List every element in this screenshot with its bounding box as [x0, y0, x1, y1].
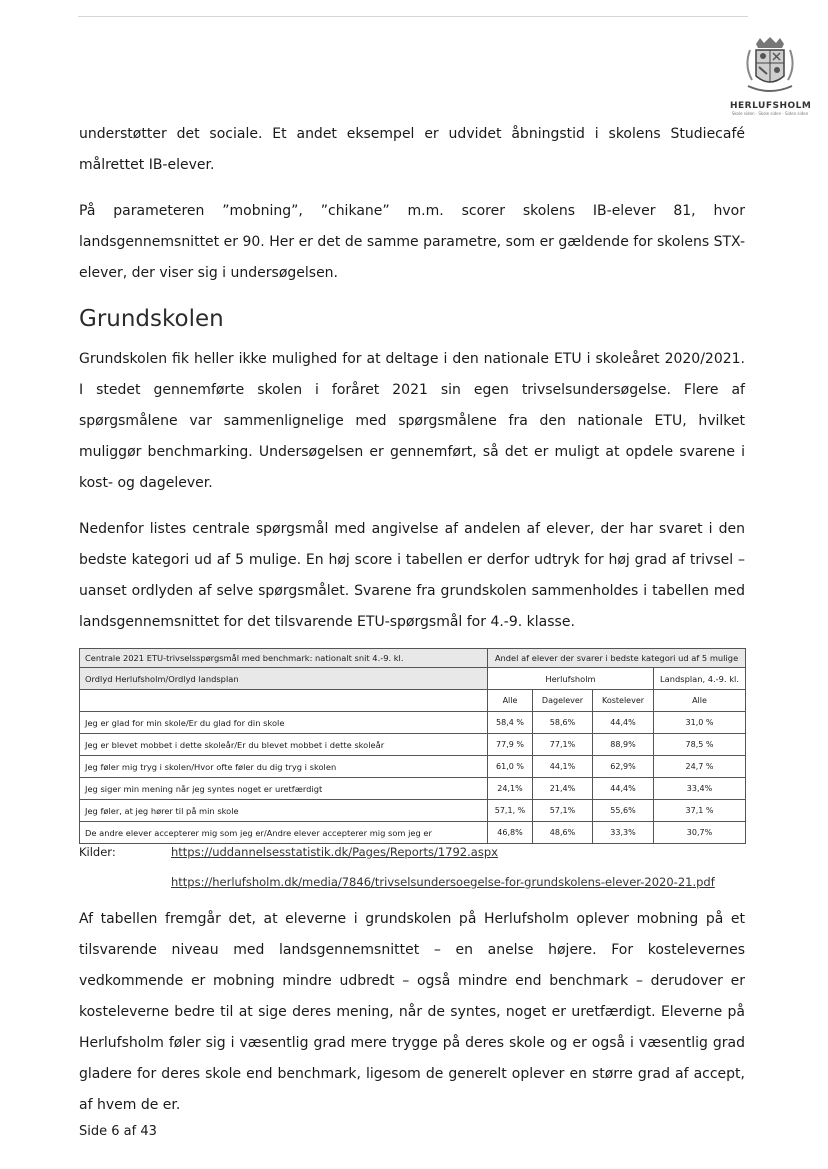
question-cell: Jeg er blevet mobbet i dette skoleår/Er du blevet mobbet i dette skoleår: [80, 734, 488, 756]
value-alle: 77,9 %: [488, 734, 533, 756]
table-row: [80, 800, 746, 822]
value-alle: 24,1%: [488, 778, 533, 800]
table-title: Centrale 2021 ETU-trivselsspørgsmål med benchmark: nationalt snit 4.-9. kl.: [80, 649, 488, 668]
value-landsplan: 78,5 %: [654, 734, 746, 756]
value-dagelever: 44,1%: [533, 756, 593, 778]
section-heading-grundskolen: Grundskolen: [79, 306, 224, 332]
herlufsholm-header: Herlufsholm: [488, 668, 654, 690]
paragraph-conclusion: Af tabellen fremgår det, at eleverne i grundskolen på Herlufsholm oplever mobning på et tilsvarende niveau med landsgennemsnittet – en anelse højere. For kostelevernes vedkommende er mobning mindre udbredt – også mindre end benchmark – derudover er kosteleverne bedre til at sige deres mening, når de syntes, noget er uretfærdigt. Eleverne på Herlufsholm føler sig i væsentlig grad mere trygge på deres skole og er også i væsentlig grad gladere for deres skole end benchmark, ligesom de generelt oplever en større grad af accept, af hvem de er.: [79, 911, 745, 1113]
paragraph-grundskolen-intro: Grundskolen fik heller ikke mulighed for at deltage i den nationale ETU i skoleåret 2020/2021. I stedet gennemførte skolen i foråret 2021 sin egen trivselsundersøgelse. Flere af spørgsmålene var sammenlignelige med spørgsmålene fra den nationale ETU, hvilket muliggør benchmarking. Undersøgelsen er gennemført, så det er muligt at opdele svarene i kost- og dagelever.: [79, 351, 745, 491]
table-row: [80, 712, 746, 734]
paragraph-mobning-ib: På parameteren ”mobning”, ”chikane” m.m. scorer skolens IB-elever 81, hvor landsgennemsnittet er 90. Her er det de samme parametre, som er gældende for skolens STX-elever, der viser sig i undersøgelsen.: [79, 203, 745, 281]
answer-header: Andel af elever der svarer i bedste kategori ud af 5 mulige: [488, 649, 746, 668]
value-alle: 61,0 %: [488, 756, 533, 778]
question-cell: Jeg føler, at jeg hører til på min skole: [80, 800, 488, 822]
value-landsplan: 30,7%: [654, 822, 746, 844]
value-dagelever: 77,1%: [533, 734, 593, 756]
table-row: [80, 734, 746, 756]
question-cell: Jeg er glad for min skole/Er du glad for din skole: [80, 712, 488, 734]
page-content: [79, 119, 745, 1136]
paragraph-table-intro: Nedenfor listes centrale spørgsmål med angivelse af andelen af elever, der har svaret i den bedste kategori ud af 5 mulige. En høj score i tabellen er derfor udtryk for høj grad af trivsel – uanset ordlyden af selve spørgsmålet. Svarene fra grundskolen sammenholdes i tabellen med landsgennemsnittet for det tilsvarende ETU-spørgsmål for 4.-9. klasse.: [79, 521, 745, 630]
etu-benchmark-table: [79, 648, 746, 844]
sources-label: Kilder:: [79, 845, 116, 859]
value-kostelever: 44,4%: [593, 712, 654, 734]
table-row: [80, 822, 746, 844]
value-landsplan: 33,4%: [654, 778, 746, 800]
table-row: [80, 778, 746, 800]
question-cell: Jeg siger min mening når jeg syntes noget er uretfærdigt: [80, 778, 488, 800]
value-dagelever: 48,6%: [533, 822, 593, 844]
value-landsplan: 24,7 %: [654, 756, 746, 778]
question-cell: Jeg føler mig tryg i skolen/Hvor ofte føler du dig tryg i skolen: [80, 756, 488, 778]
logo-name: HERLUFSHOLM: [730, 101, 812, 111]
paragraph-sociale: understøtter det sociale. Et andet eksempel er udvidet åbningstid i skolens Studiecafé målrettet IB-elever.: [79, 126, 745, 173]
col-dagelever: Dagelever: [533, 690, 593, 712]
col-kostelever: Kostelever: [593, 690, 654, 712]
value-kostelever: 62,9%: [593, 756, 654, 778]
value-dagelever: 57,1%: [533, 800, 593, 822]
value-kostelever: 33,3%: [593, 822, 654, 844]
empty-header-cell: [80, 690, 488, 712]
table-row: [80, 756, 746, 778]
col-alle: Alle: [488, 690, 533, 712]
value-kostelever: 88,9%: [593, 734, 654, 756]
col-landsplan-alle: Alle: [654, 690, 746, 712]
value-alle: 57,1, %: [488, 800, 533, 822]
value-alle: 58,4 %: [488, 712, 533, 734]
page-number: Side 6 af 43: [79, 1124, 157, 1139]
header-rule: [78, 16, 748, 17]
sources: [79, 844, 745, 896]
value-dagelever: 58,6%: [533, 712, 593, 734]
herlufsholm-logo: [730, 36, 810, 116]
value-landsplan: 31,0 %: [654, 712, 746, 734]
logo-motto: Skole siden · Skole siden · Siden siden: [731, 111, 809, 116]
value-kostelever: 55,6%: [593, 800, 654, 822]
value-kostelever: 44,4%: [593, 778, 654, 800]
wording-header: Ordlyd Herlufsholm/Ordlyd landsplan: [80, 668, 488, 690]
question-cell: De andre elever accepterer mig som jeg er/Andre elever accepterer mig som jeg er: [80, 822, 488, 844]
source-link-herlufsholm[interactable]: https://herlufsholm.dk/media/7846/trivselsundersoegelse-for-grundskolens-elever-2020-21.pdf: [171, 875, 715, 889]
landsplan-header: Landsplan, 4.-9. kl.: [654, 668, 746, 690]
value-dagelever: 21,4%: [533, 778, 593, 800]
source-link-uddannelsesstatistik[interactable]: https://uddannelsesstatistik.dk/Pages/Reports/1792.aspx: [171, 845, 498, 859]
value-landsplan: 37,1 %: [654, 800, 746, 822]
value-alle: 46,8%: [488, 822, 533, 844]
coat-of-arms-icon: [742, 36, 798, 100]
